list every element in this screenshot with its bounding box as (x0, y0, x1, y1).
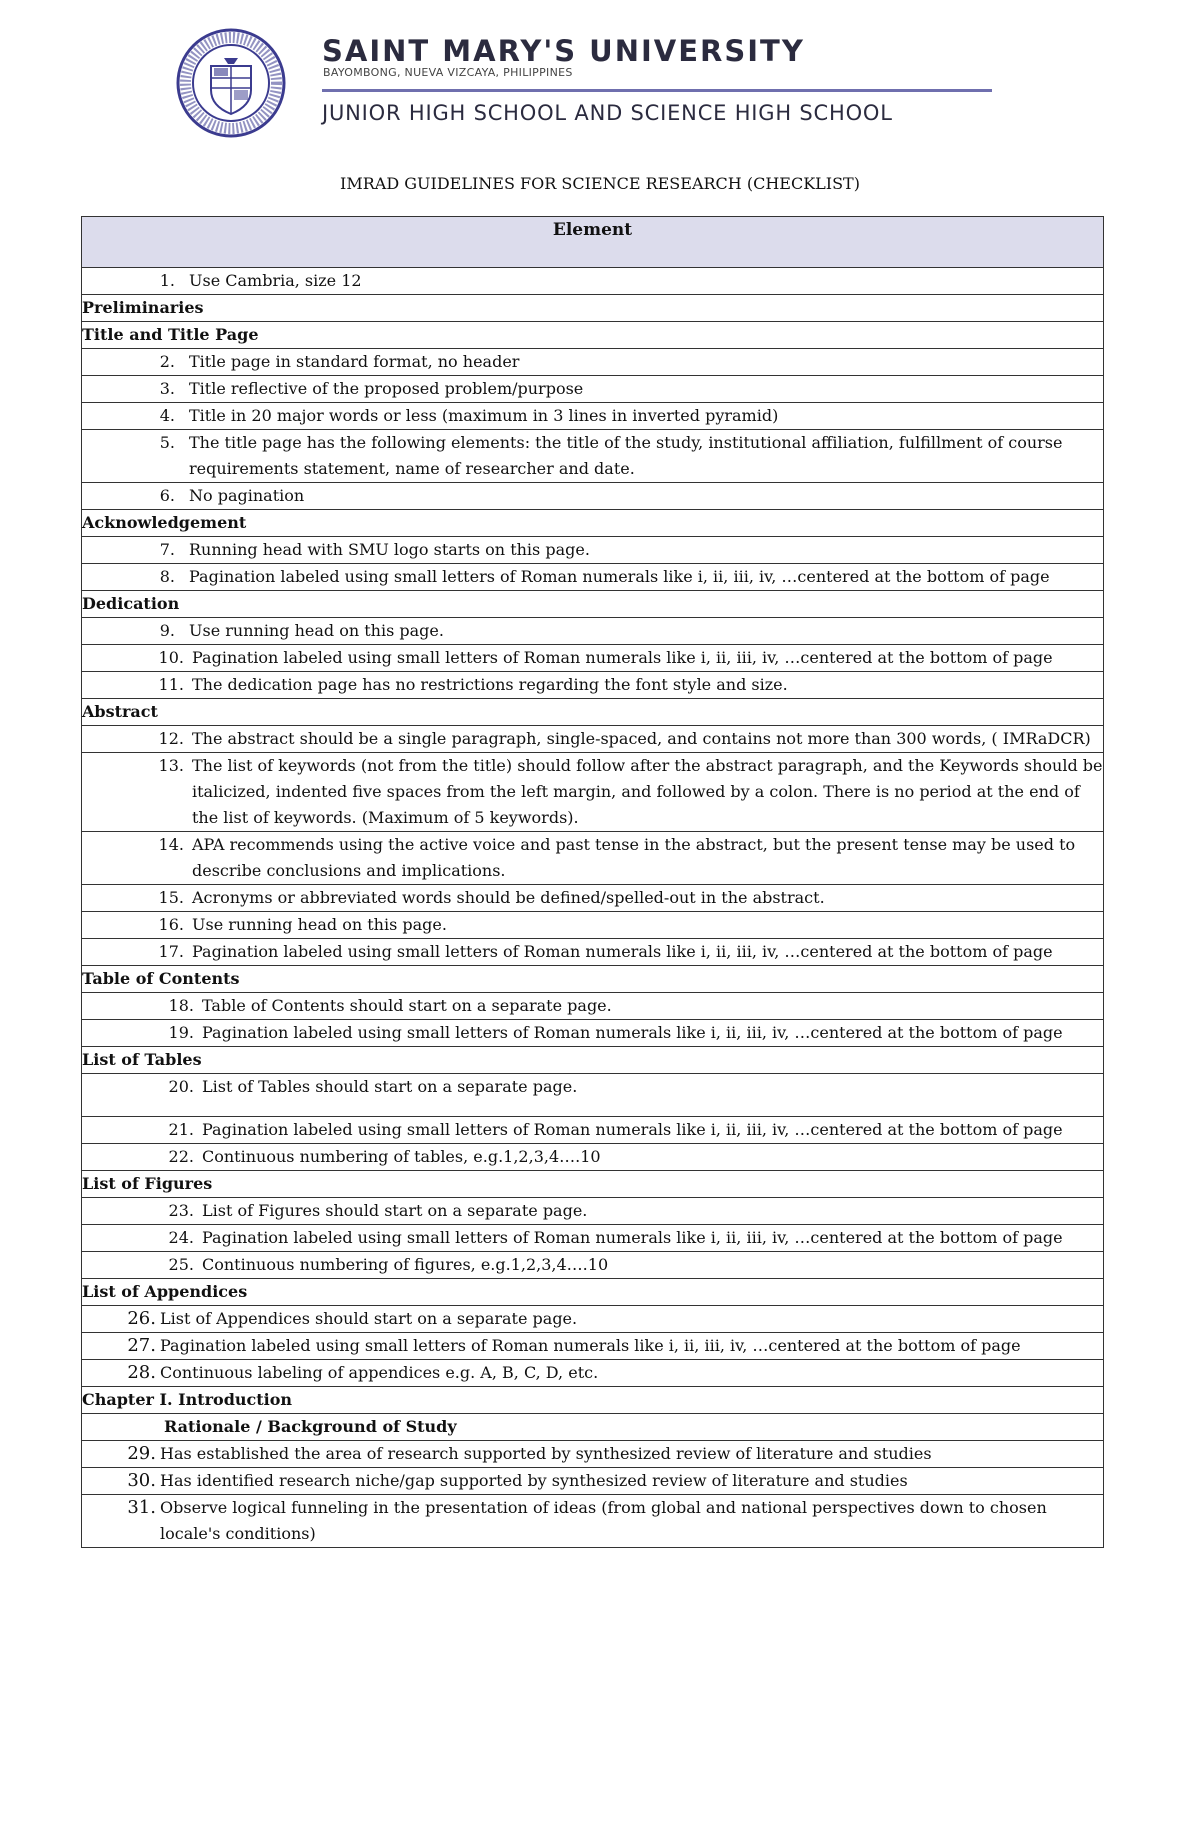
section-heading: Dedication (82, 591, 1104, 618)
checklist-item-cell (82, 1225, 1104, 1252)
checklist-item (82, 912, 1103, 938)
item-text: Continuous numbering of figures, e.g.1,2,3,4….10 (202, 1255, 609, 1274)
checklist-item-row (82, 1252, 1104, 1279)
item-text: Acronyms or abbreviated words should be defined/spelled-out in the abstract. (192, 888, 825, 907)
section-heading: Title and Title Page (82, 322, 1104, 349)
item-text: Continuous numbering of tables, e.g.1,2,3,4….10 (202, 1147, 601, 1166)
checklist-item (82, 403, 1103, 429)
item-text: Pagination labeled using small letters of Roman numerals like i, ii, iii, iv, …centered at the bottom of page (202, 1120, 1063, 1139)
checklist-item-row (82, 349, 1104, 376)
checklist-item (82, 1441, 1103, 1467)
header-divider (322, 89, 992, 92)
item-number: 24. (168, 1228, 194, 1247)
checklist-item (82, 1495, 1103, 1547)
checklist-item-cell (82, 993, 1104, 1020)
checklist-item-row (82, 885, 1104, 912)
checklist-item-row (82, 1074, 1104, 1117)
item-text: Pagination labeled using small letters of Roman numerals like i, ii, iii, iv, …centered at the bottom of page (202, 1228, 1063, 1247)
item-text: The list of keywords (not from the title) should follow after the abstract paragraph, and the Keywords should be italicized, indented five spaces from the left margin, and followed by a colon. There is no period at the end of the list of keywords. (Maximum of 5 keywords). (192, 756, 1103, 827)
checklist-item-row (82, 1333, 1104, 1360)
checklist-item-cell (82, 645, 1104, 672)
item-text: Use Cambria, size 12 (189, 271, 362, 290)
item-number: 31. (127, 1497, 156, 1518)
checklist-item-row (82, 1020, 1104, 1047)
checklist-item-row (82, 268, 1104, 295)
checklist-item-cell (82, 268, 1104, 295)
item-number: 12. (158, 729, 184, 748)
checklist-item-row (82, 939, 1104, 966)
checklist-item (82, 1020, 1103, 1046)
checklist-item-row (82, 1306, 1104, 1333)
item-text: The dedication page has no restrictions regarding the font style and size. (192, 675, 788, 694)
checklist-item (82, 537, 1103, 563)
item-number: 18. (168, 996, 194, 1015)
checklist-item-cell (82, 1306, 1104, 1333)
checklist-item-cell (82, 1198, 1104, 1225)
checklist-item-row (82, 645, 1104, 672)
checklist-item-cell (82, 1252, 1104, 1279)
checklist-item-cell (82, 349, 1104, 376)
checklist-item (82, 753, 1103, 831)
item-number: 27. (127, 1335, 156, 1356)
checklist-item-row (82, 753, 1104, 832)
checklist-item-row (82, 1117, 1104, 1144)
item-number: 28. (127, 1362, 156, 1383)
checklist-item-cell (82, 403, 1104, 430)
item-text: Use running head on this page. (189, 621, 444, 640)
checklist-item (82, 1306, 1103, 1332)
section-row (82, 591, 1104, 618)
item-text: Use running head on this page. (192, 915, 447, 934)
checklist-item (82, 939, 1103, 965)
section-row (82, 1279, 1104, 1306)
checklist-item-cell (82, 885, 1104, 912)
checklist-item-row (82, 376, 1104, 403)
item-text: Pagination labeled using small letters of Roman numerals like i, ii, iii, iv, …centered at the bottom of page (192, 648, 1053, 667)
checklist-item-cell (82, 726, 1104, 753)
checklist-item (82, 1198, 1103, 1224)
checklist-item-row (82, 1360, 1104, 1387)
section-row (82, 1414, 1104, 1441)
checklist-item-row (82, 1468, 1104, 1495)
item-text: Pagination labeled using small letters of Roman numerals like i, ii, iii, iv, …centered at the bottom of page (160, 1336, 1021, 1355)
checklist-item-row (82, 1441, 1104, 1468)
item-number: 16. (158, 915, 184, 934)
item-text: Has identified research niche/gap supported by synthesized review of literature and studies (160, 1471, 908, 1490)
checklist-item-cell (82, 1441, 1104, 1468)
item-number: 9. (159, 621, 175, 640)
checklist-item-cell (82, 1333, 1104, 1360)
checklist-item-row (82, 1198, 1104, 1225)
item-number: 15. (158, 888, 184, 907)
item-text: Observe logical funneling in the presentation of ideas (from global and national perspectives down to chosen locale's conditions) (160, 1498, 1047, 1543)
item-number: 2. (159, 352, 175, 371)
section-row (82, 322, 1104, 349)
section-row (82, 1171, 1104, 1198)
section-heading: List of Figures (82, 1171, 1104, 1198)
checklist-item-row (82, 564, 1104, 591)
checklist-item (82, 1074, 1103, 1100)
checklist-item-cell (82, 1360, 1104, 1387)
checklist-item (82, 1360, 1103, 1386)
item-number: 14. (158, 835, 184, 854)
section-row (82, 966, 1104, 993)
item-text: Has established the area of research supported by synthesized review of literature and studies (160, 1444, 932, 1463)
checklist-item (82, 349, 1103, 375)
university-seal-icon (176, 28, 286, 138)
checklist-item (82, 483, 1103, 509)
checklist-item-cell (82, 1117, 1104, 1144)
item-number: 4. (159, 406, 175, 425)
checklist-item (82, 885, 1103, 911)
checklist-item-cell (82, 1144, 1104, 1171)
school-name: JUNIOR HIGH SCHOOL AND SCIENCE HIGH SCHOOL (322, 101, 893, 125)
item-text: Pagination labeled using small letters of Roman numerals like i, ii, iii, iv, …centered at the bottom of page (192, 942, 1053, 961)
checklist-item-row (82, 618, 1104, 645)
checklist-item-row (82, 1225, 1104, 1252)
checklist-item (82, 376, 1103, 402)
section-heading: Abstract (82, 699, 1104, 726)
item-number: 19. (168, 1023, 194, 1042)
letterhead (0, 0, 1200, 160)
item-number: 11. (158, 675, 184, 694)
item-number: 30. (127, 1470, 156, 1491)
checklist-item-row (82, 832, 1104, 885)
item-number: 13. (158, 756, 184, 775)
item-text: Title page in standard format, no header (189, 352, 520, 371)
checklist-item (82, 1117, 1103, 1143)
checklist-item (82, 1225, 1103, 1251)
university-address: BAYOMBONG, NUEVA VIZCAYA, PHILIPPINES (323, 66, 573, 79)
item-number: 6. (159, 486, 175, 505)
checklist-item-cell (82, 753, 1104, 832)
item-number: 29. (127, 1443, 156, 1464)
checklist-item-cell (82, 430, 1104, 483)
section-heading: List of Appendices (82, 1279, 1104, 1306)
checklist-item (82, 1144, 1103, 1170)
item-text: The abstract should be a single paragraph, single-spaced, and contains not more than 300 words, ( IMRaDCR) (192, 729, 1091, 748)
checklist-item-cell (82, 1495, 1104, 1548)
subsection-heading: Rationale / Background of Study (82, 1414, 1104, 1441)
checklist-item (82, 1252, 1103, 1278)
checklist-item-row (82, 1495, 1104, 1548)
item-number: 8. (159, 567, 175, 586)
checklist-table (81, 216, 1104, 1548)
item-number: 17. (158, 942, 184, 961)
checklist-item-row (82, 993, 1104, 1020)
section-row (82, 1387, 1104, 1414)
item-text: The title page has the following elements: the title of the study, institutional affiliation, fulfillment of course requirements statement, name of researcher and date. (189, 433, 1063, 478)
item-number: 23. (168, 1201, 194, 1220)
item-number: 1. (159, 271, 175, 290)
item-text: Table of Contents should start on a separate page. (202, 996, 612, 1015)
checklist-item (82, 564, 1103, 590)
checklist-item (82, 672, 1103, 698)
item-number: 21. (168, 1120, 194, 1139)
checklist-body (82, 268, 1104, 1548)
checklist-item-cell (82, 939, 1104, 966)
checklist-item-cell (82, 618, 1104, 645)
item-text: APA recommends using the active voice and past tense in the abstract, but the present tense may be used to describe conclusions and implications. (192, 835, 1076, 880)
checklist-item (82, 618, 1103, 644)
item-number: 26. (127, 1308, 156, 1329)
checklist-item-cell (82, 912, 1104, 939)
checklist-item (82, 1333, 1103, 1359)
checklist-item-cell (82, 564, 1104, 591)
university-name: SAINT MARY'S UNIVERSITY (322, 34, 805, 68)
item-number: 5. (159, 433, 175, 452)
section-heading: Table of Contents (82, 966, 1104, 993)
checklist-item-row (82, 403, 1104, 430)
item-number: 20. (168, 1077, 194, 1096)
checklist-item-cell (82, 537, 1104, 564)
checklist-item (82, 832, 1103, 884)
section-heading: Acknowledgement (82, 510, 1104, 537)
item-text: No pagination (189, 486, 305, 505)
checklist-item (82, 726, 1103, 752)
checklist-item-row (82, 483, 1104, 510)
item-text: List of Tables should start on a separate page. (202, 1077, 578, 1096)
checklist-item-cell (82, 672, 1104, 699)
checklist-item-cell (82, 483, 1104, 510)
item-number: 22. (168, 1147, 194, 1166)
checklist-item-cell (82, 1074, 1104, 1117)
checklist-item-row (82, 912, 1104, 939)
section-row (82, 510, 1104, 537)
item-text: Continuous labeling of appendices e.g. A, B, C, D, etc. (160, 1363, 599, 1382)
checklist-item (82, 268, 1103, 294)
item-text: Title reflective of the proposed problem/purpose (189, 379, 584, 398)
item-text: List of Figures should start on a separate page. (202, 1201, 588, 1220)
checklist-item-cell (82, 376, 1104, 403)
item-number: 7. (159, 540, 175, 559)
column-header-element: Element (82, 217, 1104, 268)
checklist-item (82, 993, 1103, 1019)
section-heading: Preliminaries (82, 295, 1104, 322)
checklist-item-row (82, 430, 1104, 483)
checklist-item-cell (82, 832, 1104, 885)
item-text: Pagination labeled using small letters of Roman numerals like i, ii, iii, iv, …centered at the bottom of page (189, 567, 1050, 586)
item-text: Running head with SMU logo starts on this page. (189, 540, 590, 559)
checklist-item (82, 1468, 1103, 1494)
checklist-item-row (82, 537, 1104, 564)
checklist-item (82, 430, 1103, 482)
checklist-item-row (82, 1144, 1104, 1171)
checklist-item-cell (82, 1468, 1104, 1495)
section-row (82, 699, 1104, 726)
section-row (82, 295, 1104, 322)
item-text: Title in 20 major words or less (maximum in 3 lines in inverted pyramid) (189, 406, 779, 425)
item-text: Pagination labeled using small letters of Roman numerals like i, ii, iii, iv, …centered at the bottom of page (202, 1023, 1063, 1042)
item-number: 10. (158, 648, 184, 667)
checklist-item-cell (82, 1020, 1104, 1047)
item-number: 3. (159, 379, 175, 398)
section-heading: Chapter I. Introduction (82, 1387, 1104, 1414)
checklist-item-row (82, 672, 1104, 699)
item-number: 25. (168, 1255, 194, 1274)
section-heading: List of Tables (82, 1047, 1104, 1074)
checklist-item (82, 645, 1103, 671)
section-row (82, 1047, 1104, 1074)
item-text: List of Appendices should start on a separate page. (160, 1309, 578, 1328)
document-title: IMRAD GUIDELINES FOR SCIENCE RESEARCH (CHECKLIST) (340, 174, 860, 193)
checklist-item-row (82, 726, 1104, 753)
